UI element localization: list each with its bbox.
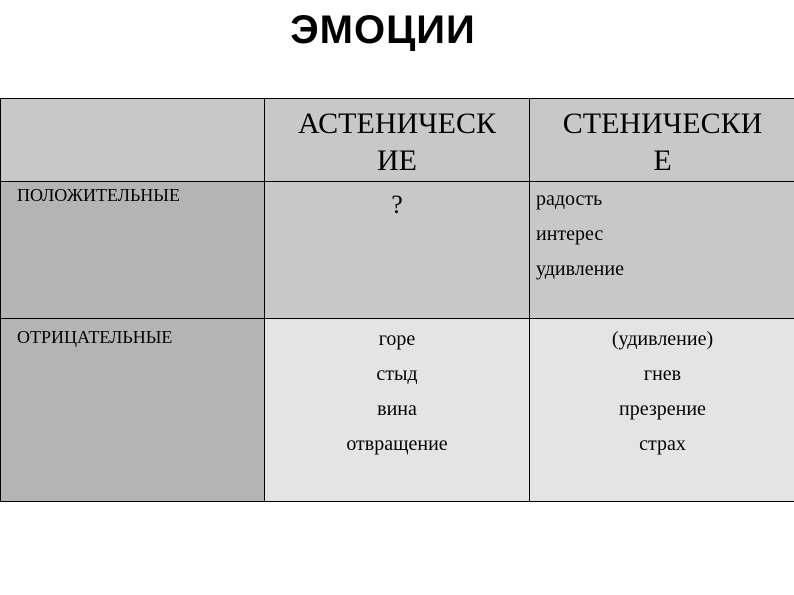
list-item: страх (639, 433, 686, 455)
cell-positive-asthenic (265, 182, 530, 319)
list-item: радость (536, 188, 603, 210)
row-label-negative: ОТРИЦАТЕЛЬНЫЕ (17, 327, 173, 347)
table-row-positive (1, 182, 794, 319)
corner-cell (1, 99, 265, 182)
list-item: стыд (376, 363, 418, 385)
cell-negative-asthenic (265, 319, 530, 502)
emotions-table (0, 98, 794, 502)
list-item: (удивление) (611, 328, 714, 350)
unknown-mark: ? (391, 190, 403, 219)
column-header-asthenic (265, 99, 530, 182)
row-label-positive: ПОЛОЖИТЕЛЬНЫЕ (17, 185, 180, 205)
list-item: презрение (619, 398, 706, 420)
page-title: ЭМОЦИИ (290, 8, 476, 52)
column-header-sthenic (530, 99, 794, 182)
row-label-cell-positive (1, 182, 265, 319)
list-item: отвращение (346, 433, 448, 455)
list-item: удивление (536, 258, 624, 280)
column-header-asthenic-line2: ИЕ (377, 144, 417, 177)
row-label-cell-negative (1, 319, 265, 502)
cell-positive-sthenic (530, 182, 794, 319)
list-item: горе (378, 328, 416, 350)
column-header-sthenic-line2: Е (653, 144, 672, 177)
cell-negative-sthenic (530, 319, 794, 502)
list-item: гнев (643, 363, 682, 385)
list-item: интерес (536, 223, 604, 245)
header-row (1, 99, 794, 182)
column-header-sthenic-line1: СТЕНИЧЕСКИ (562, 107, 763, 140)
column-header-asthenic-line1: АСТЕНИЧЕСК (297, 107, 496, 140)
table-row-negative (1, 319, 794, 502)
list-item: вина (377, 398, 417, 420)
